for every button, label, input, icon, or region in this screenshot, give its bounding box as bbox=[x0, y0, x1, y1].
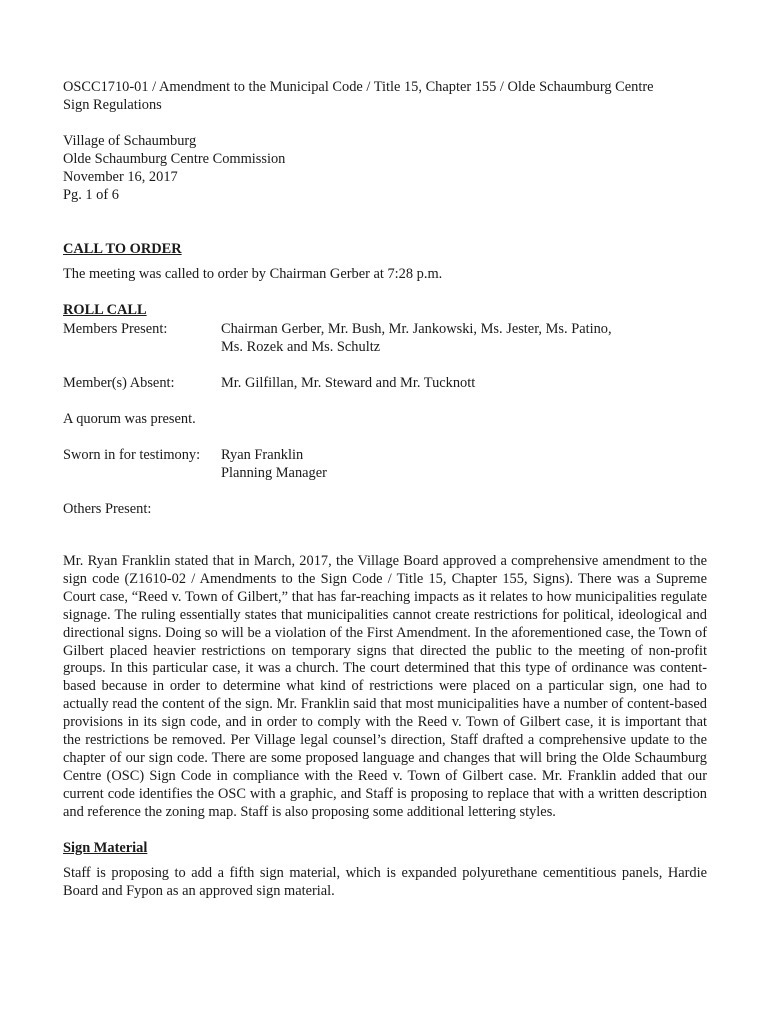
members-absent-value: Mr. Gilfillan, Mr. Steward and Mr. Tucknott bbox=[221, 375, 476, 391]
others-present-label: Others Present: bbox=[63, 501, 152, 517]
members-present-line-2: Ms. Rozek and Ms. Schultz bbox=[221, 339, 381, 355]
call-to-order-heading: CALL TO ORDER bbox=[63, 241, 182, 257]
organization-name: Village of Schaumburg bbox=[63, 133, 197, 149]
sworn-in-row bbox=[63, 446, 707, 482]
members-absent-label: Member(s) Absent: bbox=[63, 375, 175, 391]
call-to-order-text: The meeting was called to order by Chairman Gerber at 7:28 p.m. bbox=[63, 266, 443, 282]
meeting-date: November 16, 2017 bbox=[63, 169, 178, 185]
members-present-line-1: Chairman Gerber, Mr. Bush, Mr. Jankowski, Ms. Jester, Ms. Patino, bbox=[221, 321, 612, 337]
quorum-statement: A quorum was present. bbox=[63, 411, 196, 427]
members-present-label: Members Present: bbox=[63, 321, 168, 337]
roll-call-heading: ROLL CALL bbox=[63, 302, 147, 318]
members-present-value bbox=[221, 320, 707, 356]
sign-material-text: Staff is proposing to add a fifth sign material, which is expanded polyurethane cementitious panels, Hardie Board and Fypon as an approved sign material. bbox=[63, 864, 707, 899]
commission-name: Olde Schaumburg Centre Commission bbox=[63, 151, 286, 167]
sworn-in-value bbox=[221, 446, 707, 482]
members-present-row bbox=[63, 320, 707, 356]
sworn-in-name: Ryan Franklin bbox=[221, 447, 304, 463]
document-title-line-2: Sign Regulations bbox=[63, 97, 162, 113]
body-paragraph: Mr. Ryan Franklin stated that in March, 2017, the Village Board approved a comprehensive amendment to the sign code (Z1610-02 / Amendments to the Sign Code / Title 15, Chapter 155, Signs). There was a Supreme Court case, “Reed v. Town of Gilbert,” that has far-reaching impacts as it relates to how municipalities regulate signage. The ruling essentially states that municipalities cannot create restrictions for political, ideological and directional signs. Doing so will be a violation of the First Amendment. In the aforementioned case, the Town of Gilbert placed heavier restrictions on temporary signs that directed the public to the meeting of non-profit groups. In this particular case, it was a church. The court determined that this type of ordinance was content-based because in order to determine what kind of restrictions were placed on a particular sign, one had to actually read the content of the sign. Mr. Franklin said that most municipalities have a number of content-based provisions in its sign code, and in order to comply with the Reed v. Town of Gilbert case, it is important that the restrictions be removed. Per Village legal counsel’s direction, Staff drafted a comprehensive update to the chapter of our sign code. There are some proposed language and changes that will bring the Olde Schaumburg Centre (OSC) Sign Code in compliance with the Reed v. Town of Gilbert case. Mr. Franklin added that our current code identifies the OSC with a graphic, and Staff is proposing to replace that with a written description and reference the zoning map. Staff is also proposing some additional lettering styles. bbox=[63, 553, 707, 820]
sign-material-heading: Sign Material bbox=[63, 839, 148, 856]
sworn-in-title: Planning Manager bbox=[221, 465, 327, 481]
page-number: Pg. 1 of 6 bbox=[63, 187, 119, 203]
sworn-in-label: Sworn in for testimony: bbox=[63, 447, 201, 463]
document-page bbox=[63, 78, 707, 900]
members-absent-row bbox=[63, 374, 707, 392]
document-title-line-1: OSCC1710-01 / Amendment to the Municipal Code / Title 15, Chapter 155 / Olde Schaumburg Centre bbox=[63, 79, 654, 95]
